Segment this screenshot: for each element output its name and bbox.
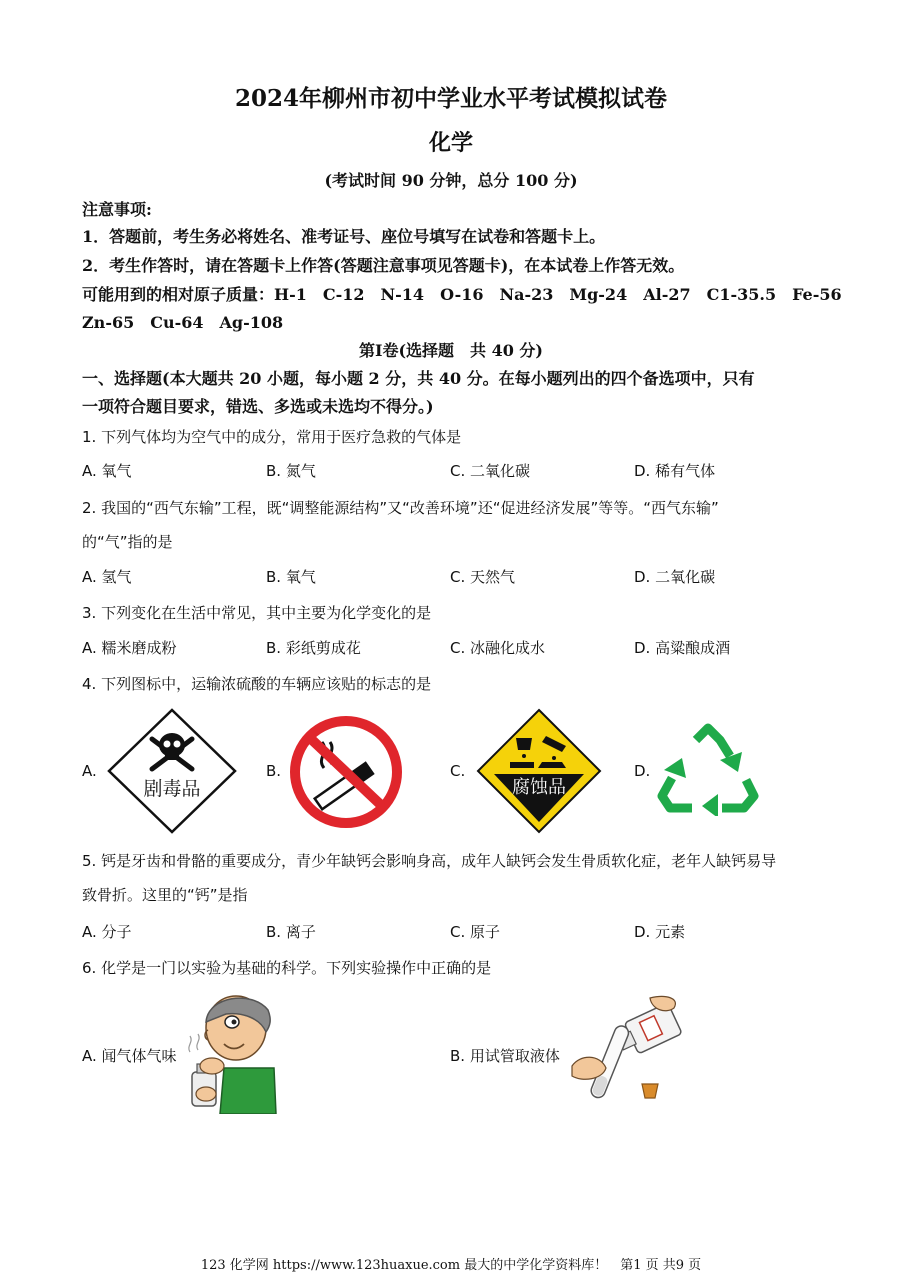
atomic-mass-line-1: 可能用到的相对原子质量：H-1 C-12 N-14 O-16 Na-23 Mg-24 Al-27 C1-35.5 Fe-56 — [82, 285, 842, 304]
q4-option-c: C. — [450, 762, 466, 780]
subject-title: 化学 — [428, 130, 473, 156]
note-item-2: 2．考生作答时，请在答题卡上作答(答题注意事项见答题卡)，在本试卷上作答无效。 — [82, 256, 685, 275]
toxic-sign-icon — [106, 707, 238, 835]
atomic-mass-line-2: Zn-65 Cu-64 Ag-108 — [82, 313, 284, 332]
q5-option-c: C. 原子 — [450, 923, 501, 941]
q3-option-a: A. 糯米磨成粉 — [82, 639, 177, 657]
q2-stem-line-2: 的“气”指的是 — [82, 533, 173, 551]
q2-option-b: B. 氧气 — [266, 568, 316, 586]
q1-option-a: A. 氧气 — [82, 462, 132, 480]
q3-option-c: C. 冰融化成水 — [450, 639, 546, 657]
exam-title: 2024年柳州市初中学业水平考试模拟试卷 — [234, 85, 667, 112]
no-smoking-icon — [288, 714, 404, 830]
q4-option-d: D. — [634, 762, 651, 780]
q5-option-a: A. 分子 — [82, 923, 132, 941]
q3-stem: 3. 下列变化在生活中常见，其中主要为化学变化的是 — [82, 604, 432, 622]
q4-option-b: B. — [266, 762, 282, 780]
section-instructions-2: 一项符合题目要求，错选、多选或未选均不得分。) — [82, 397, 434, 416]
q2-stem-line-1: 2. 我国的“西气东输”工程，既“调整能源结构”又“改善环境”还“促进经济发展”等等。“西气东输” — [82, 499, 719, 517]
q1-option-b: B. 氮气 — [266, 462, 316, 480]
q4-option-a: A. — [82, 762, 97, 780]
recycle-icon — [656, 722, 760, 816]
q6-option-b: B. 用试管取液体 — [450, 1047, 560, 1065]
q1-option-c: C. 二氧化碳 — [450, 462, 531, 480]
q1-option-d: D. 稀有气体 — [634, 462, 716, 480]
pouring-liquid-illustration — [570, 994, 700, 1116]
q1-stem: 1. 下列气体均为空气中的成分，常用于医疗急救的气体是 — [82, 428, 462, 446]
q5-stem-line-2: 致骨折。这里的“钙”是指 — [82, 886, 248, 904]
q5-option-d: D. 元素 — [634, 923, 686, 941]
q5-option-b: B. 离子 — [266, 923, 316, 941]
q6-option-a: A. 闻气体气味 — [82, 1047, 177, 1065]
section-instructions-1: 一、选择题(本大题共 20 小题，每小题 2 分，共 40 分。在每小题列出的四个备选项中，只有 — [82, 369, 755, 388]
q5-stem-line-1: 5. 钙是牙齿和骨骼的重要成分，青少年缺钙会影响身高，成年人缺钙会发生骨质软化症，老年人缺钙易导 — [82, 852, 777, 870]
q2-option-a: A. 氢气 — [82, 568, 132, 586]
q6-stem: 6. 化学是一门以实验为基础的科学。下列实验操作中正确的是 — [82, 959, 492, 977]
smelling-gas-illustration — [186, 992, 278, 1114]
corrosive-sign-icon — [476, 708, 602, 834]
section-heading: 第Ⅰ卷(选择题 共 40 分) — [358, 341, 544, 360]
q3-option-d: D. 高粱酿成酒 — [634, 639, 731, 657]
page-footer: 123 化学网 https://www.123huaxue.com 最大的中学化学资料库！ 第1 页 共9 页 — [200, 1258, 702, 1273]
q2-option-d: D. 二氧化碳 — [634, 568, 716, 586]
exam-time: (考试时间 90 分钟，总分 100 分) — [324, 171, 578, 190]
note-item-1: 1．答题前，考生务必将姓名、准考证号、座位号填写在试卷和答题卡上。 — [82, 227, 606, 246]
q3-option-b: B. 彩纸剪成花 — [266, 639, 361, 657]
notes-heading: 注意事项: — [82, 200, 152, 219]
corrosive-sign-label: 腐蚀品 — [512, 777, 566, 798]
q4-stem: 4. 下列图标中，运输浓硫酸的车辆应该贴的标志的是 — [82, 675, 432, 693]
toxic-sign-label: 剧毒品 — [143, 778, 201, 800]
q2-option-c: C. 天然气 — [450, 568, 516, 586]
